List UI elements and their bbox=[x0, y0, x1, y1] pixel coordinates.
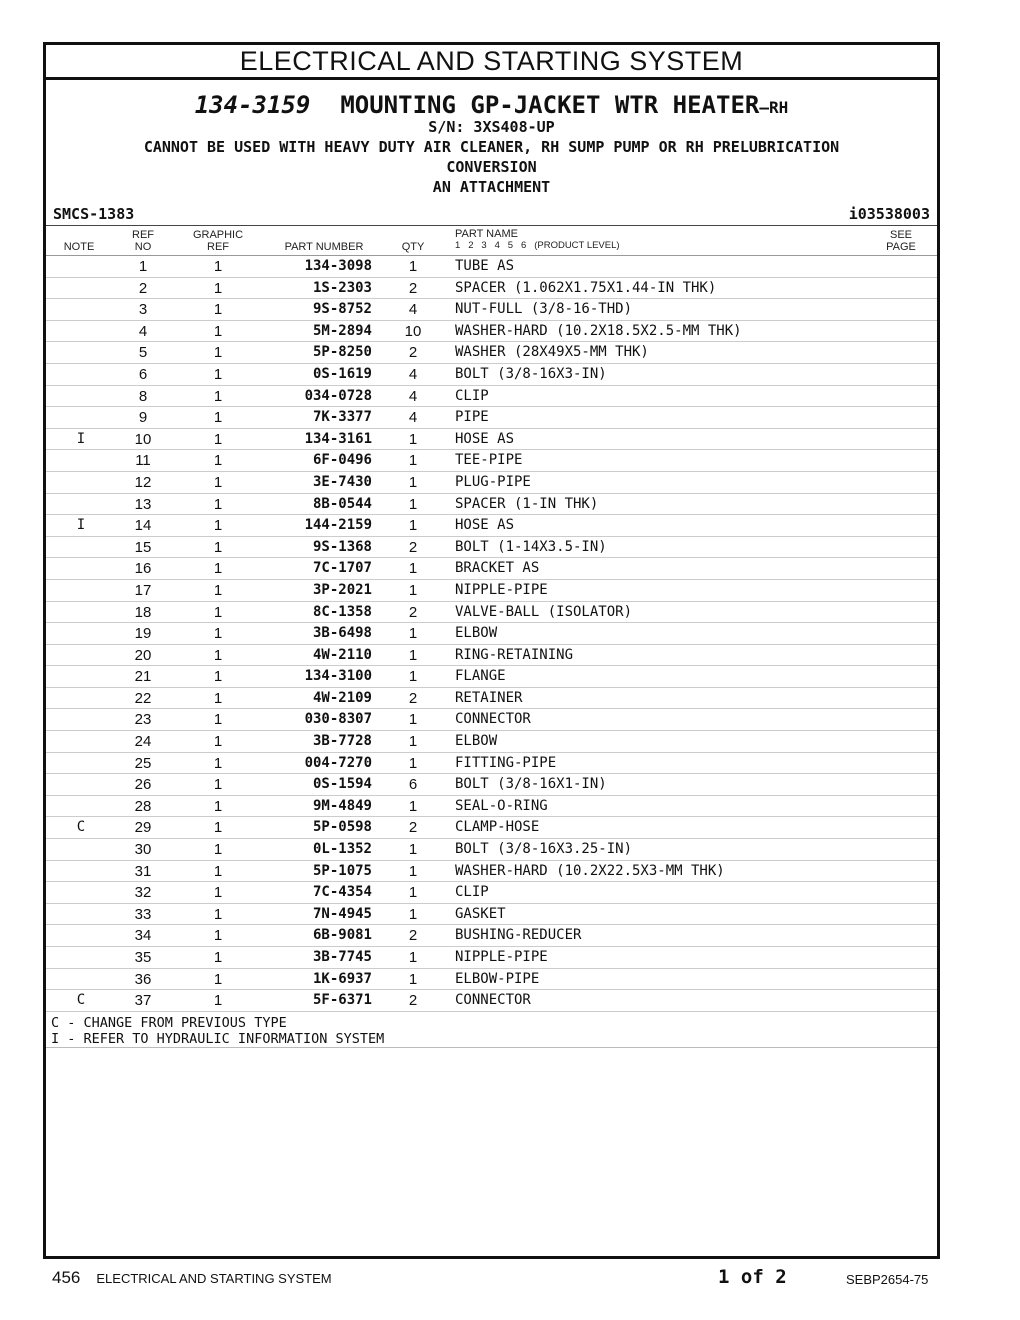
row-graphic-ref: 1 bbox=[213, 473, 223, 491]
row-qty: 2 bbox=[408, 279, 418, 297]
row-part-name: WASHER (28X49X5-MM THK) bbox=[455, 344, 649, 361]
col-see-top: SEE bbox=[889, 229, 912, 241]
row-graphic-ref: 1 bbox=[213, 603, 223, 621]
note-i: I - REFER TO HYDRAULIC INFORMATION SYSTEM bbox=[51, 1031, 385, 1047]
row-part-number: 9M-4849 bbox=[312, 797, 372, 814]
row-graphic-ref: 1 bbox=[213, 538, 223, 556]
sheet-indicator: 1 of 2 bbox=[718, 1266, 787, 1288]
row-part-number: 5P-0598 bbox=[312, 819, 372, 836]
table-row bbox=[46, 342, 937, 364]
row-part-name: BUSHING-REDUCER bbox=[455, 927, 582, 944]
row-graphic-ref: 1 bbox=[213, 862, 223, 880]
col-product-level: 1 2 3 4 5 6 (PRODUCT LEVEL) bbox=[455, 240, 620, 251]
row-ref-no: 28 bbox=[134, 797, 152, 815]
table-row bbox=[46, 753, 937, 775]
row-part-name: VALVE-BALL (ISOLATOR) bbox=[455, 603, 633, 620]
title-part-number: 134-3159 bbox=[194, 91, 311, 119]
row-part-name: ELBOW bbox=[455, 733, 498, 750]
row-part-number: 5F-6371 bbox=[312, 992, 372, 1009]
row-part-number: 0S-1619 bbox=[312, 365, 372, 382]
row-ref-no: 37 bbox=[134, 992, 152, 1010]
row-part-name: FLANGE bbox=[455, 668, 506, 685]
row-note: C bbox=[76, 819, 86, 836]
row-part-name: TEE-PIPE bbox=[455, 452, 523, 469]
row-graphic-ref: 1 bbox=[213, 560, 223, 578]
row-graphic-ref: 1 bbox=[213, 754, 223, 772]
usage-note-line-2: CONVERSION bbox=[446, 158, 537, 176]
row-part-number: 8B-0544 bbox=[312, 495, 372, 512]
row-graphic-ref: 1 bbox=[213, 689, 223, 707]
row-ref-no: 20 bbox=[134, 646, 152, 664]
page-frame bbox=[43, 42, 940, 1259]
row-graphic-ref: 1 bbox=[213, 322, 223, 340]
row-graphic-ref: 1 bbox=[213, 776, 223, 794]
row-ref-no: 1 bbox=[138, 258, 148, 275]
table-row bbox=[46, 429, 937, 451]
row-qty: 1 bbox=[408, 754, 418, 772]
table-row bbox=[46, 969, 937, 991]
row-graphic-ref: 1 bbox=[213, 517, 223, 535]
table-row bbox=[46, 299, 937, 321]
row-qty: 2 bbox=[408, 603, 418, 621]
notes-legend bbox=[51, 1015, 384, 1047]
row-ref-no: 11 bbox=[135, 452, 151, 470]
row-qty: 1 bbox=[408, 841, 418, 859]
row-part-name: SPACER (1.062X1.75X1.44-IN THK) bbox=[455, 279, 717, 296]
table-row bbox=[46, 904, 937, 926]
row-part-number: 7C-4354 bbox=[312, 884, 372, 901]
serial-number: S/N: 3XS408-UP bbox=[428, 118, 555, 136]
row-ref-no: 25 bbox=[134, 754, 152, 772]
row-qty: 1 bbox=[408, 862, 418, 880]
row-qty: 1 bbox=[408, 733, 418, 751]
row-part-number: 4W-2109 bbox=[312, 689, 372, 706]
row-part-number: 1S-2303 bbox=[312, 279, 372, 296]
row-qty: 1 bbox=[408, 905, 418, 923]
row-qty: 1 bbox=[408, 581, 418, 599]
row-ref-no: 32 bbox=[134, 884, 152, 902]
row-graphic-ref: 1 bbox=[213, 452, 223, 470]
row-part-name: PLUG-PIPE bbox=[455, 473, 531, 490]
table-row bbox=[46, 602, 937, 624]
table-row bbox=[46, 774, 937, 796]
row-graphic-ref: 1 bbox=[213, 495, 223, 513]
row-part-number: 5P-8250 bbox=[312, 344, 372, 361]
row-part-number: 134-3100 bbox=[304, 668, 372, 685]
row-part-name: CONNECTOR bbox=[455, 992, 531, 1009]
table-row bbox=[46, 796, 937, 818]
row-graphic-ref: 1 bbox=[213, 668, 223, 686]
table-row bbox=[46, 364, 937, 386]
smcs-code: SMCS-1383 bbox=[53, 205, 135, 223]
row-qty: 2 bbox=[408, 992, 418, 1010]
row-qty: 4 bbox=[408, 301, 418, 319]
row-qty: 1 bbox=[408, 560, 418, 578]
row-part-number: 3P-2021 bbox=[312, 581, 372, 598]
footer-section: ELECTRICAL AND STARTING SYSTEM bbox=[96, 1271, 332, 1286]
row-qty: 1 bbox=[408, 625, 418, 643]
row-part-number: 6B-9081 bbox=[312, 927, 372, 944]
row-part-name: HOSE AS bbox=[455, 430, 515, 447]
notes-rule bbox=[46, 1047, 937, 1048]
row-ref-no: 10 bbox=[134, 430, 152, 448]
row-graphic-ref: 1 bbox=[213, 344, 223, 362]
document-number: SEBP2654-75 bbox=[846, 1272, 929, 1287]
col-part-number: PART NUMBER bbox=[284, 241, 364, 253]
row-graphic-ref: 1 bbox=[213, 733, 223, 751]
row-part-name: BOLT (3/8-16X1-IN) bbox=[455, 776, 607, 793]
col-graphic-top: GRAPHIC bbox=[192, 229, 244, 241]
row-part-name: BRACKET AS bbox=[455, 560, 540, 577]
row-graphic-ref: 1 bbox=[213, 711, 223, 729]
row-note: C bbox=[76, 992, 86, 1009]
row-part-name: RETAINER bbox=[455, 689, 523, 706]
row-part-number: 5P-1075 bbox=[312, 862, 372, 879]
row-qty: 6 bbox=[408, 776, 418, 794]
parts-list bbox=[46, 256, 937, 1012]
col-ref-bottom: NO bbox=[134, 241, 152, 253]
row-qty: 2 bbox=[408, 927, 418, 945]
row-part-name: PIPE bbox=[455, 409, 489, 426]
row-ref-no: 21 bbox=[134, 668, 152, 686]
row-part-number: 3B-7745 bbox=[312, 949, 372, 965]
col-part-name: PART NAME bbox=[455, 228, 518, 240]
row-ref-no: 9 bbox=[138, 409, 148, 427]
row-graphic-ref: 1 bbox=[213, 625, 223, 643]
row-graphic-ref: 1 bbox=[213, 949, 223, 966]
table-row bbox=[46, 623, 937, 645]
table-row bbox=[46, 537, 937, 559]
row-part-name: GASKET bbox=[455, 905, 506, 922]
row-ref-no: 36 bbox=[134, 970, 152, 988]
row-part-name: BOLT (3/8-16X3.25-IN) bbox=[455, 841, 633, 858]
table-row bbox=[46, 731, 937, 753]
row-part-name: CONNECTOR bbox=[455, 711, 531, 728]
table-row bbox=[46, 839, 937, 861]
row-graphic-ref: 1 bbox=[213, 365, 223, 383]
row-part-number: 3E-7430 bbox=[312, 473, 372, 490]
row-qty: 1 bbox=[408, 884, 418, 902]
footer-left bbox=[52, 1268, 332, 1288]
row-qty: 4 bbox=[408, 387, 418, 405]
row-part-number: 8C-1358 bbox=[312, 603, 372, 620]
row-graphic-ref: 1 bbox=[213, 819, 223, 837]
row-part-name: HOSE AS bbox=[455, 517, 515, 534]
row-part-name: TUBE AS bbox=[455, 258, 515, 274]
row-part-name: ELBOW bbox=[455, 625, 498, 642]
row-part-name: WASHER-HARD (10.2X22.5X3-MM THK) bbox=[455, 862, 725, 879]
row-ref-no: 18 bbox=[134, 603, 152, 621]
row-part-name: CLIP bbox=[455, 884, 489, 901]
row-part-name: ELBOW-PIPE bbox=[455, 970, 540, 987]
row-part-number: 0S-1594 bbox=[312, 776, 372, 793]
row-part-number: 9S-8752 bbox=[312, 301, 372, 318]
page-number: 456 bbox=[52, 1268, 81, 1287]
table-row bbox=[46, 709, 937, 731]
col-graphic-bottom: REF bbox=[207, 241, 229, 253]
col-note: NOTE bbox=[63, 241, 95, 253]
row-ref-no: 24 bbox=[134, 733, 152, 751]
row-part-name: SPACER (1-IN THK) bbox=[455, 495, 599, 512]
row-part-name: CLAMP-HOSE bbox=[455, 819, 540, 836]
row-ref-no: 15 bbox=[134, 538, 152, 556]
row-ref-no: 8 bbox=[138, 387, 148, 405]
row-part-number: 0L-1352 bbox=[312, 841, 372, 858]
row-ref-no: 33 bbox=[134, 905, 152, 923]
row-part-name: BOLT (1-14X3.5-IN) bbox=[455, 538, 607, 555]
row-graphic-ref: 1 bbox=[213, 927, 223, 945]
row-ref-no: 22 bbox=[134, 689, 152, 707]
row-ref-no: 30 bbox=[134, 841, 152, 859]
row-part-name: CLIP bbox=[455, 387, 489, 404]
usage-note-line-1: CANNOT BE USED WITH HEAVY DUTY AIR CLEANER, RH SUMP PUMP OR RH PRELUBRICATION bbox=[143, 138, 840, 156]
row-qty: 1 bbox=[408, 668, 418, 686]
row-part-name: RING-RETAINING bbox=[455, 646, 574, 663]
row-graphic-ref: 1 bbox=[213, 301, 223, 319]
row-graphic-ref: 1 bbox=[213, 258, 223, 275]
table-row bbox=[46, 256, 937, 278]
col-see-bottom: PAGE bbox=[886, 241, 916, 253]
row-ref-no: 31 bbox=[134, 862, 152, 880]
row-part-number: 7N-4945 bbox=[312, 905, 372, 922]
row-graphic-ref: 1 bbox=[213, 430, 223, 448]
row-part-number: 5M-2894 bbox=[312, 322, 372, 339]
table-row bbox=[46, 450, 937, 472]
table-row bbox=[46, 817, 937, 839]
illustration-id: i03538003 bbox=[848, 205, 930, 223]
title-name: MOUNTING GP-JACKET WTR HEATER bbox=[340, 91, 760, 119]
row-part-name: FITTING-PIPE bbox=[455, 754, 557, 771]
row-qty: 2 bbox=[408, 344, 418, 362]
row-ref-no: 35 bbox=[134, 949, 152, 966]
row-ref-no: 23 bbox=[134, 711, 152, 729]
row-graphic-ref: 1 bbox=[213, 409, 223, 427]
table-row bbox=[46, 494, 937, 516]
row-ref-no: 34 bbox=[134, 927, 152, 945]
row-part-name: WASHER-HARD (10.2X18.5X2.5-MM THK) bbox=[455, 322, 742, 339]
row-graphic-ref: 1 bbox=[213, 387, 223, 405]
row-ref-no: 6 bbox=[138, 365, 148, 383]
note-c: C - CHANGE FROM PREVIOUS TYPE bbox=[51, 1015, 287, 1031]
table-row bbox=[46, 558, 937, 580]
table-row bbox=[46, 645, 937, 667]
row-graphic-ref: 1 bbox=[213, 646, 223, 664]
row-ref-no: 26 bbox=[134, 776, 152, 794]
row-part-number: 4W-2110 bbox=[312, 646, 372, 663]
table-row bbox=[46, 925, 937, 947]
row-qty: 1 bbox=[408, 473, 418, 491]
row-part-name: NIPPLE-PIPE bbox=[455, 949, 548, 965]
row-ref-no: 19 bbox=[134, 625, 152, 643]
row-qty: 1 bbox=[408, 495, 418, 513]
row-ref-no: 14 bbox=[134, 517, 152, 535]
row-part-number: 6F-0496 bbox=[312, 452, 372, 469]
row-qty: 1 bbox=[408, 452, 418, 470]
table-row bbox=[46, 472, 937, 494]
col-ref-top: REF bbox=[132, 229, 154, 241]
table-row bbox=[46, 278, 937, 300]
row-ref-no: 5 bbox=[138, 344, 148, 362]
col-qty: QTY bbox=[401, 241, 425, 253]
section-title: ELECTRICAL AND STARTING SYSTEM bbox=[46, 45, 937, 80]
row-part-number: 034-0728 bbox=[304, 387, 372, 404]
row-part-name: BOLT (3/8-16X3-IN) bbox=[455, 365, 607, 382]
row-qty: 4 bbox=[408, 365, 418, 383]
row-note: I bbox=[76, 430, 86, 447]
row-qty: 1 bbox=[408, 258, 418, 275]
row-part-number: 134-3098 bbox=[304, 258, 372, 274]
row-qty: 2 bbox=[408, 689, 418, 707]
table-row bbox=[46, 515, 937, 537]
row-part-number: 134-3161 bbox=[304, 430, 372, 447]
table-row bbox=[46, 990, 937, 1012]
table-row bbox=[46, 407, 937, 429]
row-part-name: NUT-FULL (3/8-16-THD) bbox=[455, 301, 633, 318]
row-ref-no: 16 bbox=[134, 560, 152, 578]
row-ref-no: 3 bbox=[138, 301, 148, 319]
table-row bbox=[46, 861, 937, 883]
row-qty: 1 bbox=[408, 970, 418, 988]
row-part-number: 004-7270 bbox=[304, 754, 372, 771]
row-part-number: 3B-6498 bbox=[312, 625, 372, 642]
row-qty: 2 bbox=[408, 819, 418, 837]
header-rule-top bbox=[46, 225, 937, 226]
table-row bbox=[46, 321, 937, 343]
row-part-number: 7C-1707 bbox=[312, 560, 372, 577]
row-qty: 2 bbox=[408, 538, 418, 556]
row-part-number: 9S-1368 bbox=[312, 538, 372, 555]
row-part-number: 3B-7728 bbox=[312, 733, 372, 750]
row-ref-no: 29 bbox=[134, 819, 152, 837]
row-note: I bbox=[76, 517, 86, 534]
row-graphic-ref: 1 bbox=[213, 970, 223, 988]
row-qty: 1 bbox=[408, 646, 418, 664]
title-suffix: —RH bbox=[759, 98, 789, 117]
row-graphic-ref: 1 bbox=[213, 581, 223, 599]
row-part-name: SEAL-O-RING bbox=[455, 797, 548, 814]
row-qty: 1 bbox=[408, 797, 418, 815]
row-ref-no: 13 bbox=[134, 495, 152, 513]
row-qty: 1 bbox=[408, 949, 418, 966]
row-qty: 4 bbox=[408, 409, 418, 427]
row-graphic-ref: 1 bbox=[213, 841, 223, 859]
row-qty: 1 bbox=[408, 711, 418, 729]
row-ref-no: 2 bbox=[138, 279, 148, 297]
row-part-number: 7K-3377 bbox=[312, 409, 372, 426]
row-part-number: 144-2159 bbox=[304, 517, 372, 534]
table-row bbox=[46, 386, 937, 408]
row-graphic-ref: 1 bbox=[213, 905, 223, 923]
row-graphic-ref: 1 bbox=[213, 992, 223, 1010]
row-ref-no: 12 bbox=[134, 473, 152, 491]
row-qty: 1 bbox=[408, 517, 418, 535]
row-part-number: 030-8307 bbox=[304, 711, 372, 728]
row-graphic-ref: 1 bbox=[213, 884, 223, 902]
row-graphic-ref: 1 bbox=[213, 797, 223, 815]
usage-note-line-3: AN ATTACHMENT bbox=[432, 178, 551, 196]
row-part-name: NIPPLE-PIPE bbox=[455, 581, 548, 598]
table-row bbox=[46, 580, 937, 602]
row-ref-no: 4 bbox=[138, 322, 148, 340]
table-row bbox=[46, 666, 937, 688]
row-ref-no: 17 bbox=[134, 581, 152, 599]
row-qty: 10 bbox=[404, 322, 422, 340]
row-qty: 1 bbox=[408, 430, 418, 448]
table-row bbox=[46, 688, 937, 710]
row-graphic-ref: 1 bbox=[213, 279, 223, 297]
row-part-number: 1K-6937 bbox=[312, 970, 372, 987]
table-row bbox=[46, 882, 937, 904]
table-row bbox=[46, 947, 937, 969]
